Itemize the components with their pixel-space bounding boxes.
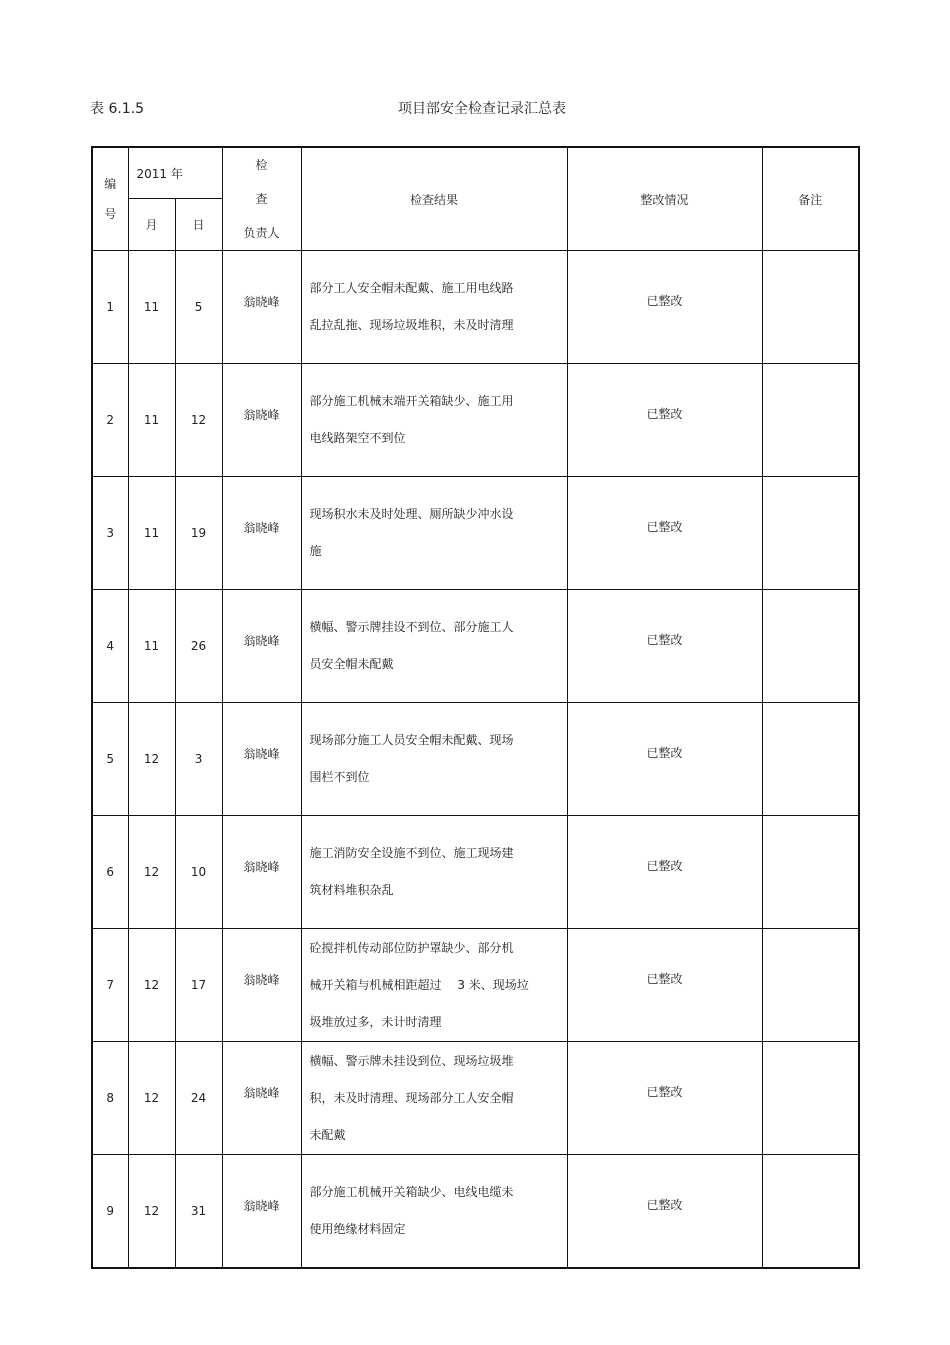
row-status-text: 已整改 <box>646 407 683 421</box>
row-result-line: 施 <box>309 544 322 558</box>
row-result-line: 积，未及时清理、现场部分工人安全帽 <box>309 1090 514 1105</box>
row-remark <box>762 929 859 1042</box>
row-number: 5 <box>92 703 128 816</box>
row-result <box>301 590 567 703</box>
row-status-text: 已整改 <box>646 520 683 534</box>
row-result-line: 使用绝缘材料固定 <box>309 1222 406 1236</box>
row-result-line: 部分施工机械开关箱缺少、电线电缆未 <box>309 1185 514 1199</box>
row-result <box>301 816 567 929</box>
row-inspector <box>222 590 301 703</box>
row-inspector <box>222 929 301 1042</box>
row-day: 31 <box>175 1155 222 1269</box>
header-inspector-line1: 检 查 <box>255 158 286 206</box>
header-month: 月 <box>128 199 175 251</box>
table-row <box>92 477 859 590</box>
row-number: 1 <box>92 251 128 364</box>
row-remark <box>762 477 859 590</box>
row-inspector <box>222 251 301 364</box>
row-inspector-name: 翁晓峰 <box>243 520 280 535</box>
row-status <box>567 477 762 590</box>
row-result-line: 现场部分施工人员安全帽未配戴、现场 <box>309 733 514 747</box>
row-remark <box>762 590 859 703</box>
row-status-text: 已整改 <box>646 972 683 986</box>
row-inspector <box>222 703 301 816</box>
row-inspector <box>222 364 301 477</box>
table-row <box>92 590 859 703</box>
row-inspector-name: 翁晓峰 <box>243 294 280 309</box>
row-result-line: 部分工人安全帽未配戴、施工用电线路 <box>309 281 514 295</box>
row-result <box>301 703 567 816</box>
header-day: 日 <box>175 199 222 251</box>
row-day: 3 <box>175 703 222 816</box>
row-result <box>301 251 567 364</box>
row-remark <box>762 816 859 929</box>
row-inspector <box>222 816 301 929</box>
row-result-line: 圾堆放过多，未计时清理 <box>309 1014 442 1029</box>
row-result-line: 未配戴 <box>309 1127 346 1142</box>
row-month: 11 <box>128 364 175 477</box>
header-inspector-line2: 负责人 <box>243 226 280 240</box>
row-inspector <box>222 477 301 590</box>
row-day: 24 <box>175 1042 222 1155</box>
document-title: 项目部安全检查记录汇总表 <box>398 101 566 117</box>
row-number: 4 <box>92 590 128 703</box>
row-number: 6 <box>92 816 128 929</box>
row-status <box>567 364 762 477</box>
row-status <box>567 590 762 703</box>
row-inspector <box>222 1155 301 1269</box>
row-month: 12 <box>128 1155 175 1269</box>
row-remark <box>762 703 859 816</box>
row-month: 11 <box>128 590 175 703</box>
row-inspector-name: 翁晓峰 <box>243 746 280 761</box>
row-day: 26 <box>175 590 222 703</box>
row-result-line: 电线路架空不到位 <box>309 431 406 445</box>
row-result <box>301 929 567 1042</box>
header-year: 2011 年 <box>128 147 222 199</box>
row-status-text: 已整改 <box>646 1198 683 1212</box>
header-no-line2: 号 <box>104 207 117 221</box>
row-month: 12 <box>128 929 175 1042</box>
row-inspector-name: 翁晓峰 <box>243 972 280 987</box>
table-row <box>92 703 859 816</box>
row-result-line: 员安全帽未配戴 <box>309 657 394 671</box>
row-result-line: 砼搅拌机传动部位防护罩缺少、部分机 <box>309 940 514 955</box>
row-remark <box>762 364 859 477</box>
row-result-line: 现场积水未及时处理、厕所缺少冲水设 <box>309 507 514 521</box>
row-day: 17 <box>175 929 222 1042</box>
row-result <box>301 477 567 590</box>
row-day: 5 <box>175 251 222 364</box>
row-result-line: 筑材料堆积杂乱 <box>309 883 394 897</box>
row-remark <box>762 251 859 364</box>
row-number: 8 <box>92 1042 128 1155</box>
header-no-line1: 编 <box>104 177 117 191</box>
header-remarks: 备注 <box>762 147 859 251</box>
row-status-text: 已整改 <box>646 859 683 873</box>
row-inspector-name: 翁晓峰 <box>243 1085 280 1100</box>
row-status <box>567 251 762 364</box>
row-month: 12 <box>128 816 175 929</box>
row-day: 12 <box>175 364 222 477</box>
row-status-text: 已整改 <box>646 746 683 760</box>
row-inspector-name: 翁晓峰 <box>243 633 280 648</box>
row-month: 12 <box>128 703 175 816</box>
row-number: 2 <box>92 364 128 477</box>
row-status <box>567 1042 762 1155</box>
row-status-text: 已整改 <box>646 633 683 647</box>
row-number: 3 <box>92 477 128 590</box>
row-day: 19 <box>175 477 222 590</box>
header-rectification: 整改情况 <box>567 147 762 251</box>
row-result <box>301 1042 567 1155</box>
table-row <box>92 929 859 1042</box>
row-result-line: 围栏不到位 <box>309 770 370 784</box>
row-inspector-name: 翁晓峰 <box>243 859 280 874</box>
row-number: 9 <box>92 1155 128 1269</box>
row-inspector <box>222 1042 301 1155</box>
row-inspector-name: 翁晓峰 <box>243 1198 280 1213</box>
row-inspector-name: 翁晓峰 <box>243 407 280 422</box>
row-remark <box>762 1155 859 1269</box>
row-number: 7 <box>92 929 128 1042</box>
table-row <box>92 251 859 364</box>
row-result-line: 横幅、警示牌未挂设到位、现场垃圾堆 <box>309 1053 514 1068</box>
table-row <box>92 816 859 929</box>
row-remark <box>762 1042 859 1155</box>
header-result: 检查结果 <box>301 147 567 251</box>
table-number: 表 6.1.5 <box>90 101 145 117</box>
row-status-text: 已整改 <box>646 294 683 308</box>
row-result-line: 施工消防安全设施不到位、施工现场建 <box>309 846 514 860</box>
table-row <box>92 364 859 477</box>
header-no <box>92 147 128 251</box>
header-inspector <box>222 147 301 251</box>
row-result <box>301 1155 567 1269</box>
table-body <box>92 147 859 1268</box>
row-result-line: 乱拉乱拖、现场垃圾堆积，未及时清理 <box>309 318 514 332</box>
row-result <box>301 364 567 477</box>
row-status-text: 已整改 <box>646 1085 683 1099</box>
header-row-top <box>92 147 859 199</box>
row-result-line: 横幅、警示牌挂设不到位、部分施工人 <box>309 620 514 634</box>
inspection-summary-table <box>91 146 860 1269</box>
row-status <box>567 703 762 816</box>
row-month: 11 <box>128 477 175 590</box>
table-row <box>92 1155 859 1269</box>
row-status <box>567 1155 762 1269</box>
row-status <box>567 929 762 1042</box>
row-month: 12 <box>128 1042 175 1155</box>
row-day: 10 <box>175 816 222 929</box>
table-row <box>92 1042 859 1155</box>
row-status <box>567 816 762 929</box>
row-month: 11 <box>128 251 175 364</box>
row-result-line: 械开关箱与机械相距超过 3 米、现场垃 <box>309 977 529 992</box>
row-result-line: 部分施工机械末端开关箱缺少、施工用 <box>309 394 514 408</box>
